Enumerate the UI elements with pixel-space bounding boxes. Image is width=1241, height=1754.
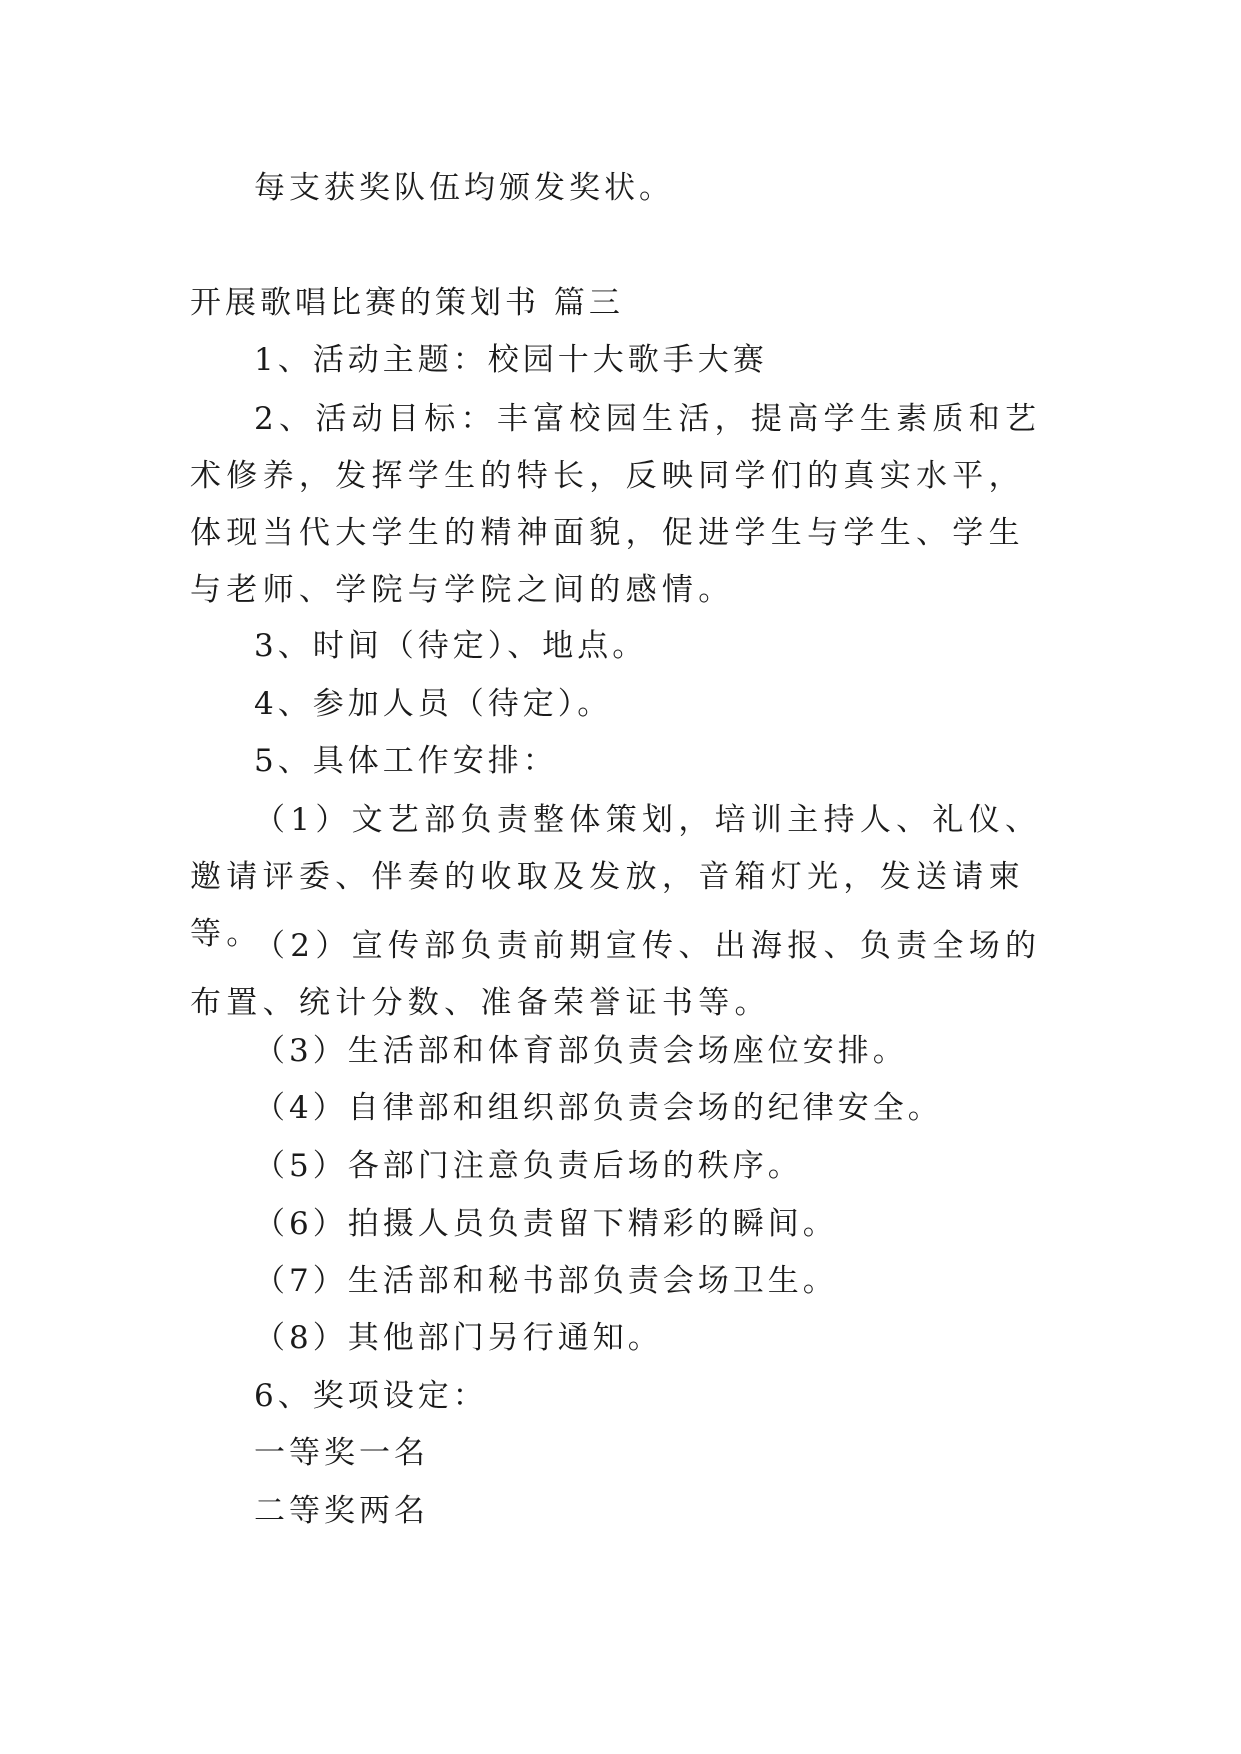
task-1-paragraph: （1）文艺部负责整体策划，培训主持人、礼仪、邀请评委、伴奏的收取及发放，音箱灯光，发送请柬等。 <box>190 802 1042 952</box>
item-participants: 4、参加人员（待定）。 <box>254 686 613 722</box>
task-4-line: （4）自律部和组织部负责会场的纪律安全。 <box>254 1090 943 1126</box>
section-heading: 开展歌唱比赛的策划书 篇三 <box>190 285 624 321</box>
item-awards: 6、奖项设定： <box>254 1378 488 1414</box>
task-7-line: （7）生活部和秘书部负责会场卫生。 <box>254 1263 838 1299</box>
award-first-prize: 一等奖一名 <box>254 1435 429 1471</box>
task-3-line: （3）生活部和体育部负责会场座位安排。 <box>254 1033 908 1069</box>
task-6-line: （6）拍摄人员负责留下精彩的瞬间。 <box>254 1206 838 1242</box>
award-second-prize: 二等奖两名 <box>254 1493 429 1529</box>
task-5-line: （5）各部门注意负责后场的秩序。 <box>254 1148 803 1184</box>
item-work-arrangement: 5、具体工作安排： <box>254 743 558 779</box>
item-theme: 1、活动主题：校园十大歌手大赛 <box>254 342 768 378</box>
award-certificate-line: 每支获奖队伍均颁发奖状。 <box>254 170 674 206</box>
task-2-paragraph: （2）宣传部负责前期宣传、出海报、负责全场的布置、统计分数、准备荣誉证书等。 <box>190 928 1042 1021</box>
task-8-line: （8）其他部门另行通知。 <box>254 1320 663 1356</box>
item-time-location: 3、时间（待定）、地点。 <box>254 628 648 664</box>
item-goal-paragraph: 2、活动目标：丰富校园生活，提高学生素质和艺术修养，发挥学生的特长，反映同学们的真实水平，体现当代大学生的精神面貌，促进学生与学生、学生与老师、学院与学院之间的感情。 <box>190 401 1042 608</box>
